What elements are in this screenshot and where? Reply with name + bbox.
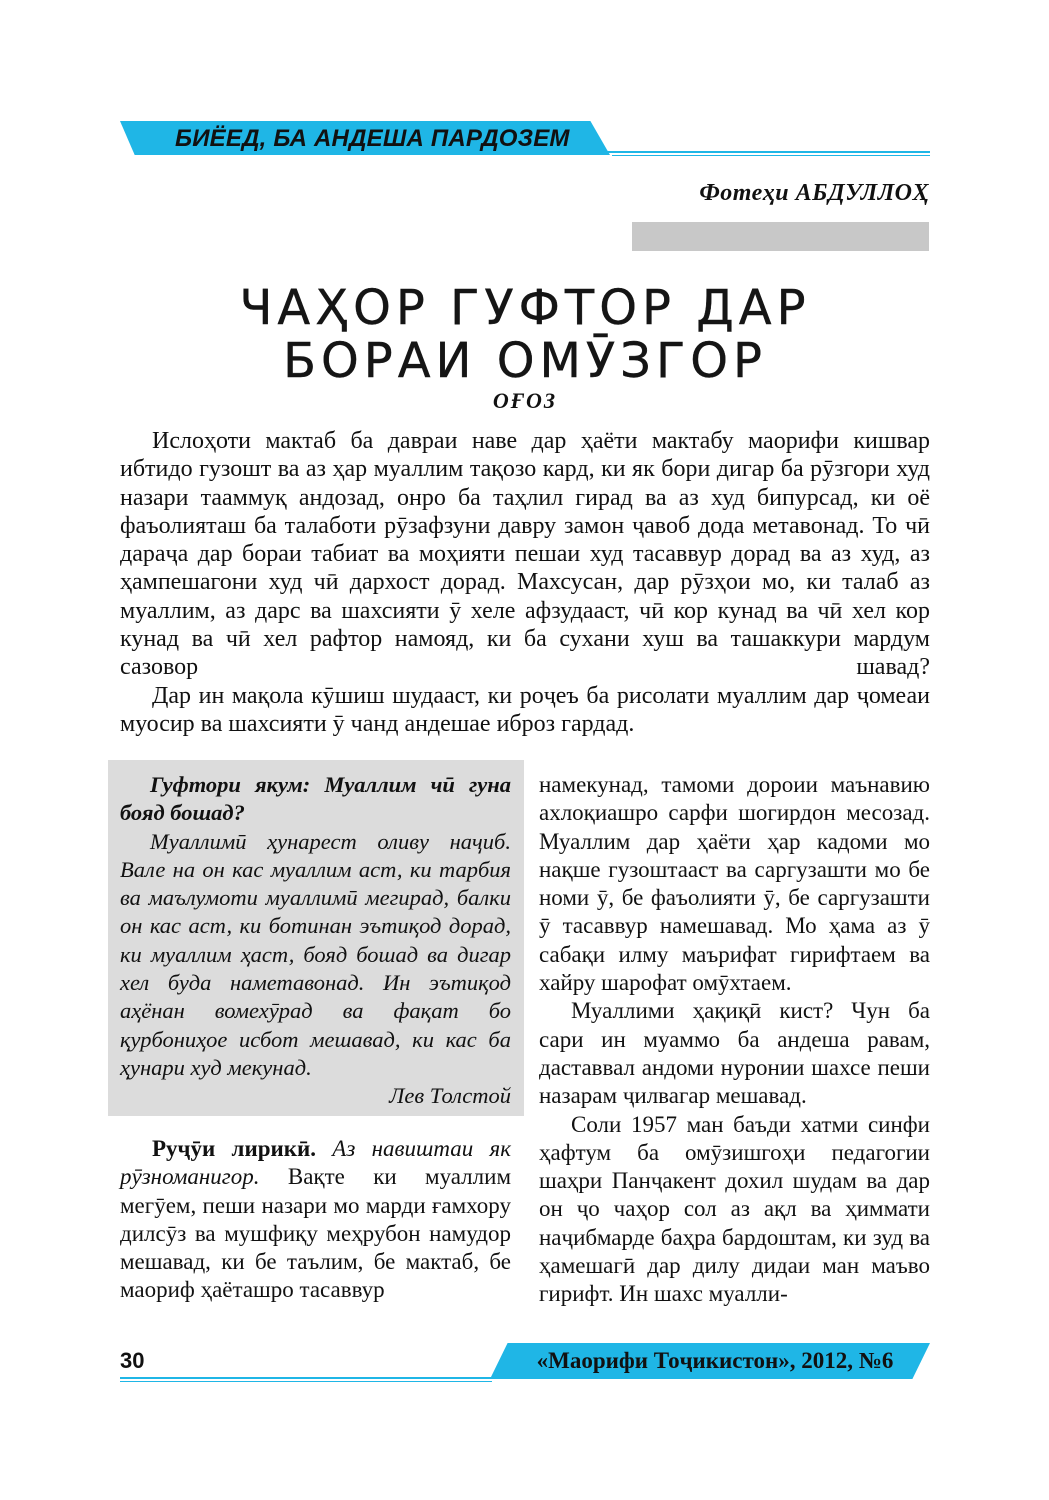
author-bar [632, 222, 929, 251]
section-heading: ОҒОЗ [492, 388, 558, 413]
footer-rule [120, 1381, 492, 1382]
lyrical-digression-lead: Руҷӯи лирикӣ. [152, 1136, 317, 1161]
rubric-title: БИЁЕД, БА АНДЕША ПАРДОЗЕМ [175, 125, 570, 152]
author-name: Фотеҳи АБДУЛЛОҲ [699, 180, 929, 206]
epigraph [120, 771, 511, 1111]
right-column-paragraph-3: Соли 1957 ман баъди хатми синфи ҳафтум ба омӯзишгоҳи педагогии шаҳри Панҷакент дохил шудам ва дар он ҷо чаҳор сол аз ақл ва ҳиммати наҷибмарде баҳра бардоштам, ки зуд ва ҳамешагӣ дар дилу дидаи ман маъво гирифт. Ин шахс муалли- [539, 1111, 930, 1307]
footer-rule [120, 1377, 500, 1379]
right-column-paragraph-2: Муаллими ҳақиқӣ кист? Чун ба сари ин муаммо ба андеша равам, даставвал андоми нуронии шахсе пеши назарам ҷилвагар мешавад. [539, 998, 930, 1109]
epigraph-attribution: Лев Толстой [389, 1083, 511, 1109]
rubric-rule [600, 151, 930, 153]
intro-text [120, 427, 930, 738]
epigraph-quote: Муаллимӣ ҳунарест оливу наҷиб. Вале на он кас муаллим аст, ки тарбия ва маълумоти муаллимӣ мегирад, балки он кас аст, ки ботинан эътиқод дорад, ки муаллим ҳаст, бояд бошад ва дигар хел буда наметавонад. Ин эътиқод аҳёнан вомехӯрад ва фақат бо қурбониҳое исбот мешавад, ки кас ба ҳунари худ мекунад. [120, 828, 511, 1080]
right-column [539, 771, 930, 1309]
left-column-paragraph [120, 1135, 511, 1305]
intro-paragraph-2: Дар ин мақола кӯшиш шудааст, ки роҷеъ ба рисолати муаллим дар ҷомеаи муосир ва шахсияти ӯ чанд андешае иброз гардад. [120, 682, 930, 737]
right-column-paragraph-1: намекунад, тамоми дороии маънавию ахлоқиашро сарфи шогирдон месозад. Муаллим дар ҳаёти ҳар кадоми мо нақше гузоштааст ва саргузашти мо бе номи ӯ, бе фаъолияти ӯ, бе саргузашти ӯ тасаввур намешавад. Мо ҳама аз ӯ сабақи илму маърифат гирифтаем ва хайру шарофат омӯхтаем. [539, 772, 930, 996]
left-column-text: Вақте ки муаллим мегӯем, пеши назари мо марди ғамхору дилсӯз ва мушфиқу меҳрубон намудор мешавад, ки бе таълим, бе мактаб, бе маориф ҳаёташро тасаввур [120, 1164, 511, 1303]
article-title-line-1: ЧАҲОР ГУФТОР ДАР [239, 280, 811, 336]
page-number: 30 [120, 1348, 145, 1373]
left-column [120, 1135, 511, 1305]
rubric-rule [612, 155, 930, 156]
article-title-line-2: БОРАИ ОМӮЗГОР [283, 333, 767, 389]
lyrical-digression-source: Аз навиштаи як рӯзноманигор. [120, 1136, 511, 1190]
epigraph-heading: Гуфтори якум: Муаллим чӣ гуна бояд бошад? [120, 772, 511, 826]
intro-paragraph-1: Ислоҳоти мактаб ба давраи наве дар ҳаёти мактабу маорифи кишвар ибтидо гузошт ва аз ҳар муаллим тақозо кард, ки як бори дигар ба рӯзгори худ назари тааммуқ андозад, онро ба таҳлил гирад ва аз худ бипурсад, ки оё фаъолияташ ба талаботи рӯзафзуни давру замон ҷавоб дода метавонад. То чӣ дараҷа дар бораи табиат ва моҳияти пешаи худ тасаввур дорад ва аз худ, аз ҳампешагони худ чӣ дархост дорад. Махсусан, дар рӯзҳои мо, ки талаб аз муаллим, аз дарс ва шахсияти ӯ хеле афзудааст, чӣ кор кунад ва чӣ хел кор кунад ва чӣ хел рафтор намояд, ки ба сухани хуш ва ташаккури мардум сазовор шавад? [120, 428, 930, 681]
journal-issue: «Маорифи Тоҷикистон», 2012, №6 [536, 1348, 894, 1373]
